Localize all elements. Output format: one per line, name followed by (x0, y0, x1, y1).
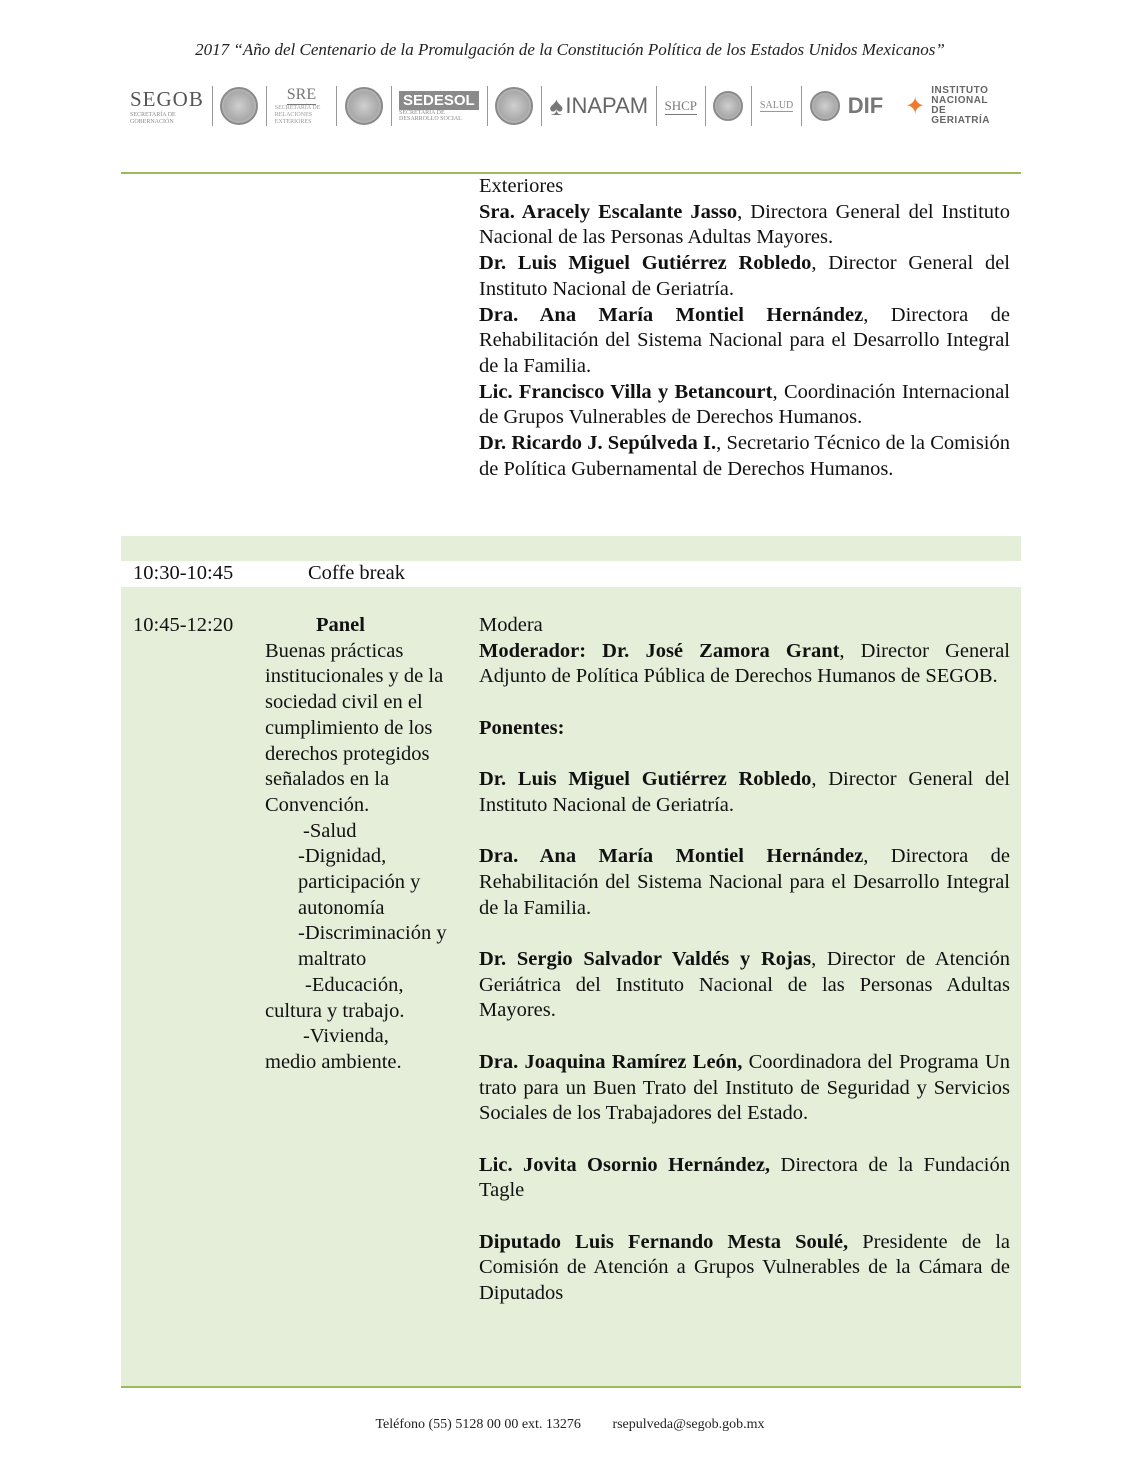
topic-item: cultura y trabajo. (265, 999, 405, 1022)
national-seal-icon (713, 91, 743, 121)
footer-phone: Teléfono (55) 5128 00 00 ext. 13276 (375, 1417, 581, 1432)
sre-logo: SRE SECRETARÍA DE RELACIONES EXTERIORES (274, 86, 321, 125)
national-seal-icon (345, 87, 383, 125)
national-seal-icon (220, 87, 258, 125)
topic-item: -Salud (303, 819, 357, 842)
shcp-logo: SHCP (664, 97, 698, 113)
topic-item: -Dignidad, participación y autonomía (298, 845, 421, 919)
instituto-geriatria-logo: ✦ INSTITUTO NACIONAL DE GERIATRÍA (905, 85, 991, 126)
dif-logo: DIF (847, 93, 884, 118)
topic-item: -Discriminación y maltrato (298, 922, 447, 971)
panel-description: Buenas prácticas institucionales y de la sociedad civil en el cumplimiento de los derechos protegidos señalados en la Convención. (265, 639, 444, 816)
row-separator-band (121, 536, 1021, 561)
national-seal-icon (495, 87, 533, 125)
modera-label: Modera (479, 614, 543, 636)
participants-list (479, 174, 1010, 482)
speaker-item: Diputado Luis Fernando Mesta Soulé, Presidente de la Comisión de Atención a Grupos Vulnerables de la Cámara de Diputados (479, 1230, 1010, 1305)
geriatria-symbol-icon: ✦ (905, 92, 926, 120)
ponentes-label: Ponentes: (479, 716, 565, 739)
participant-item: Dr. Ricardo J. Sepúlveda I., Secretario Técnico de la Comisión de Política Gubernamental de Derechos Humanos. (479, 432, 1010, 480)
table-bottom-rule (121, 1386, 1021, 1388)
panel-time: 10:45-12:20 (133, 614, 234, 636)
speaker-item: Lic. Jovita Osornio Hernández, Directora de la Fundación Tagle (479, 1153, 1010, 1202)
speaker-item: Dr. Luis Miguel Gutiérrez Robledo, Director General del Instituto Nacional de Geriatría. (479, 768, 1011, 816)
topic-item: medio ambiente. (265, 1050, 402, 1073)
participant-item: Dra. Ana María Montiel Hernández, Directora de Rehabilitación del Sistema Nacional para el Desarrollo Integral de la Familia. (479, 303, 1010, 377)
footer-email: rsepulveda@segob.gob.mx (612, 1417, 765, 1432)
page-footer (0, 1417, 1140, 1433)
national-seal-icon (810, 91, 840, 121)
inapam-logo: ♠ INAPAM (549, 90, 649, 121)
speaker-item: Dr. Sergio Salvador Valdés y Rojas, Director de Atención Geriátrica del Instituto Nacional de las Personas Adultas Mayores. (479, 948, 1010, 1022)
panel-speakers (479, 613, 1010, 1307)
participant-item: Dr. Luis Miguel Gutiérrez Robledo, Director General del Instituto Nacional de Geriatría. (479, 252, 1011, 300)
institution-logos (130, 80, 990, 132)
speaker-item: Dra. Ana María Montiel Hernández, Directora de Rehabilitación del Sistema Nacional para el Desarrollo Integral de la Familia. (479, 845, 1010, 919)
topic-item: -Vivienda, (303, 1025, 389, 1048)
panel-title: Panel (316, 614, 365, 636)
moderator-item: Moderador: Dr. José Zamora Grant, Director General Adjunto de Política Pública de Derechos Humanos de SEGOB. (479, 639, 1010, 688)
people-icon: ♠ (549, 90, 564, 121)
participant-item: Lic. Francisco Villa y Betancourt, Coordinación Internacional de Grupos Vulnerables de Derechos Humanos. (479, 380, 1010, 429)
participant-item: Sra. Aracely Escalante Jasso, Directora General del Instituto Nacional de las Personas Adultas Mayores. (479, 200, 1010, 249)
break-label: Coffe break (308, 562, 405, 584)
exteriores-text: Exteriores (479, 175, 564, 197)
panel-topic (265, 613, 460, 1076)
topic-item: -Educación, (305, 973, 404, 996)
document-motto: 2017 “Año del Centenario de la Promulgación de la Constitución Política de los Estados Unidos Mexicanos” (195, 40, 945, 59)
segob-logo: SEGOB SECRETARÍA DE GOBERNACIÓN (130, 86, 204, 125)
sedesol-logo: SEDESOL SECRETARÍA DE DESARROLLO SOCIAL (399, 91, 479, 122)
break-time: 10:30-10:45 (133, 562, 234, 584)
salud-logo: SALUD (759, 100, 794, 111)
speaker-item: Dra. Joaquina Ramírez León, Coordinadora del Programa Un trato para un Buen Trato del Instituto de Seguridad y Servicios Sociales de los Trabajadores del Estado. (479, 1050, 1010, 1125)
